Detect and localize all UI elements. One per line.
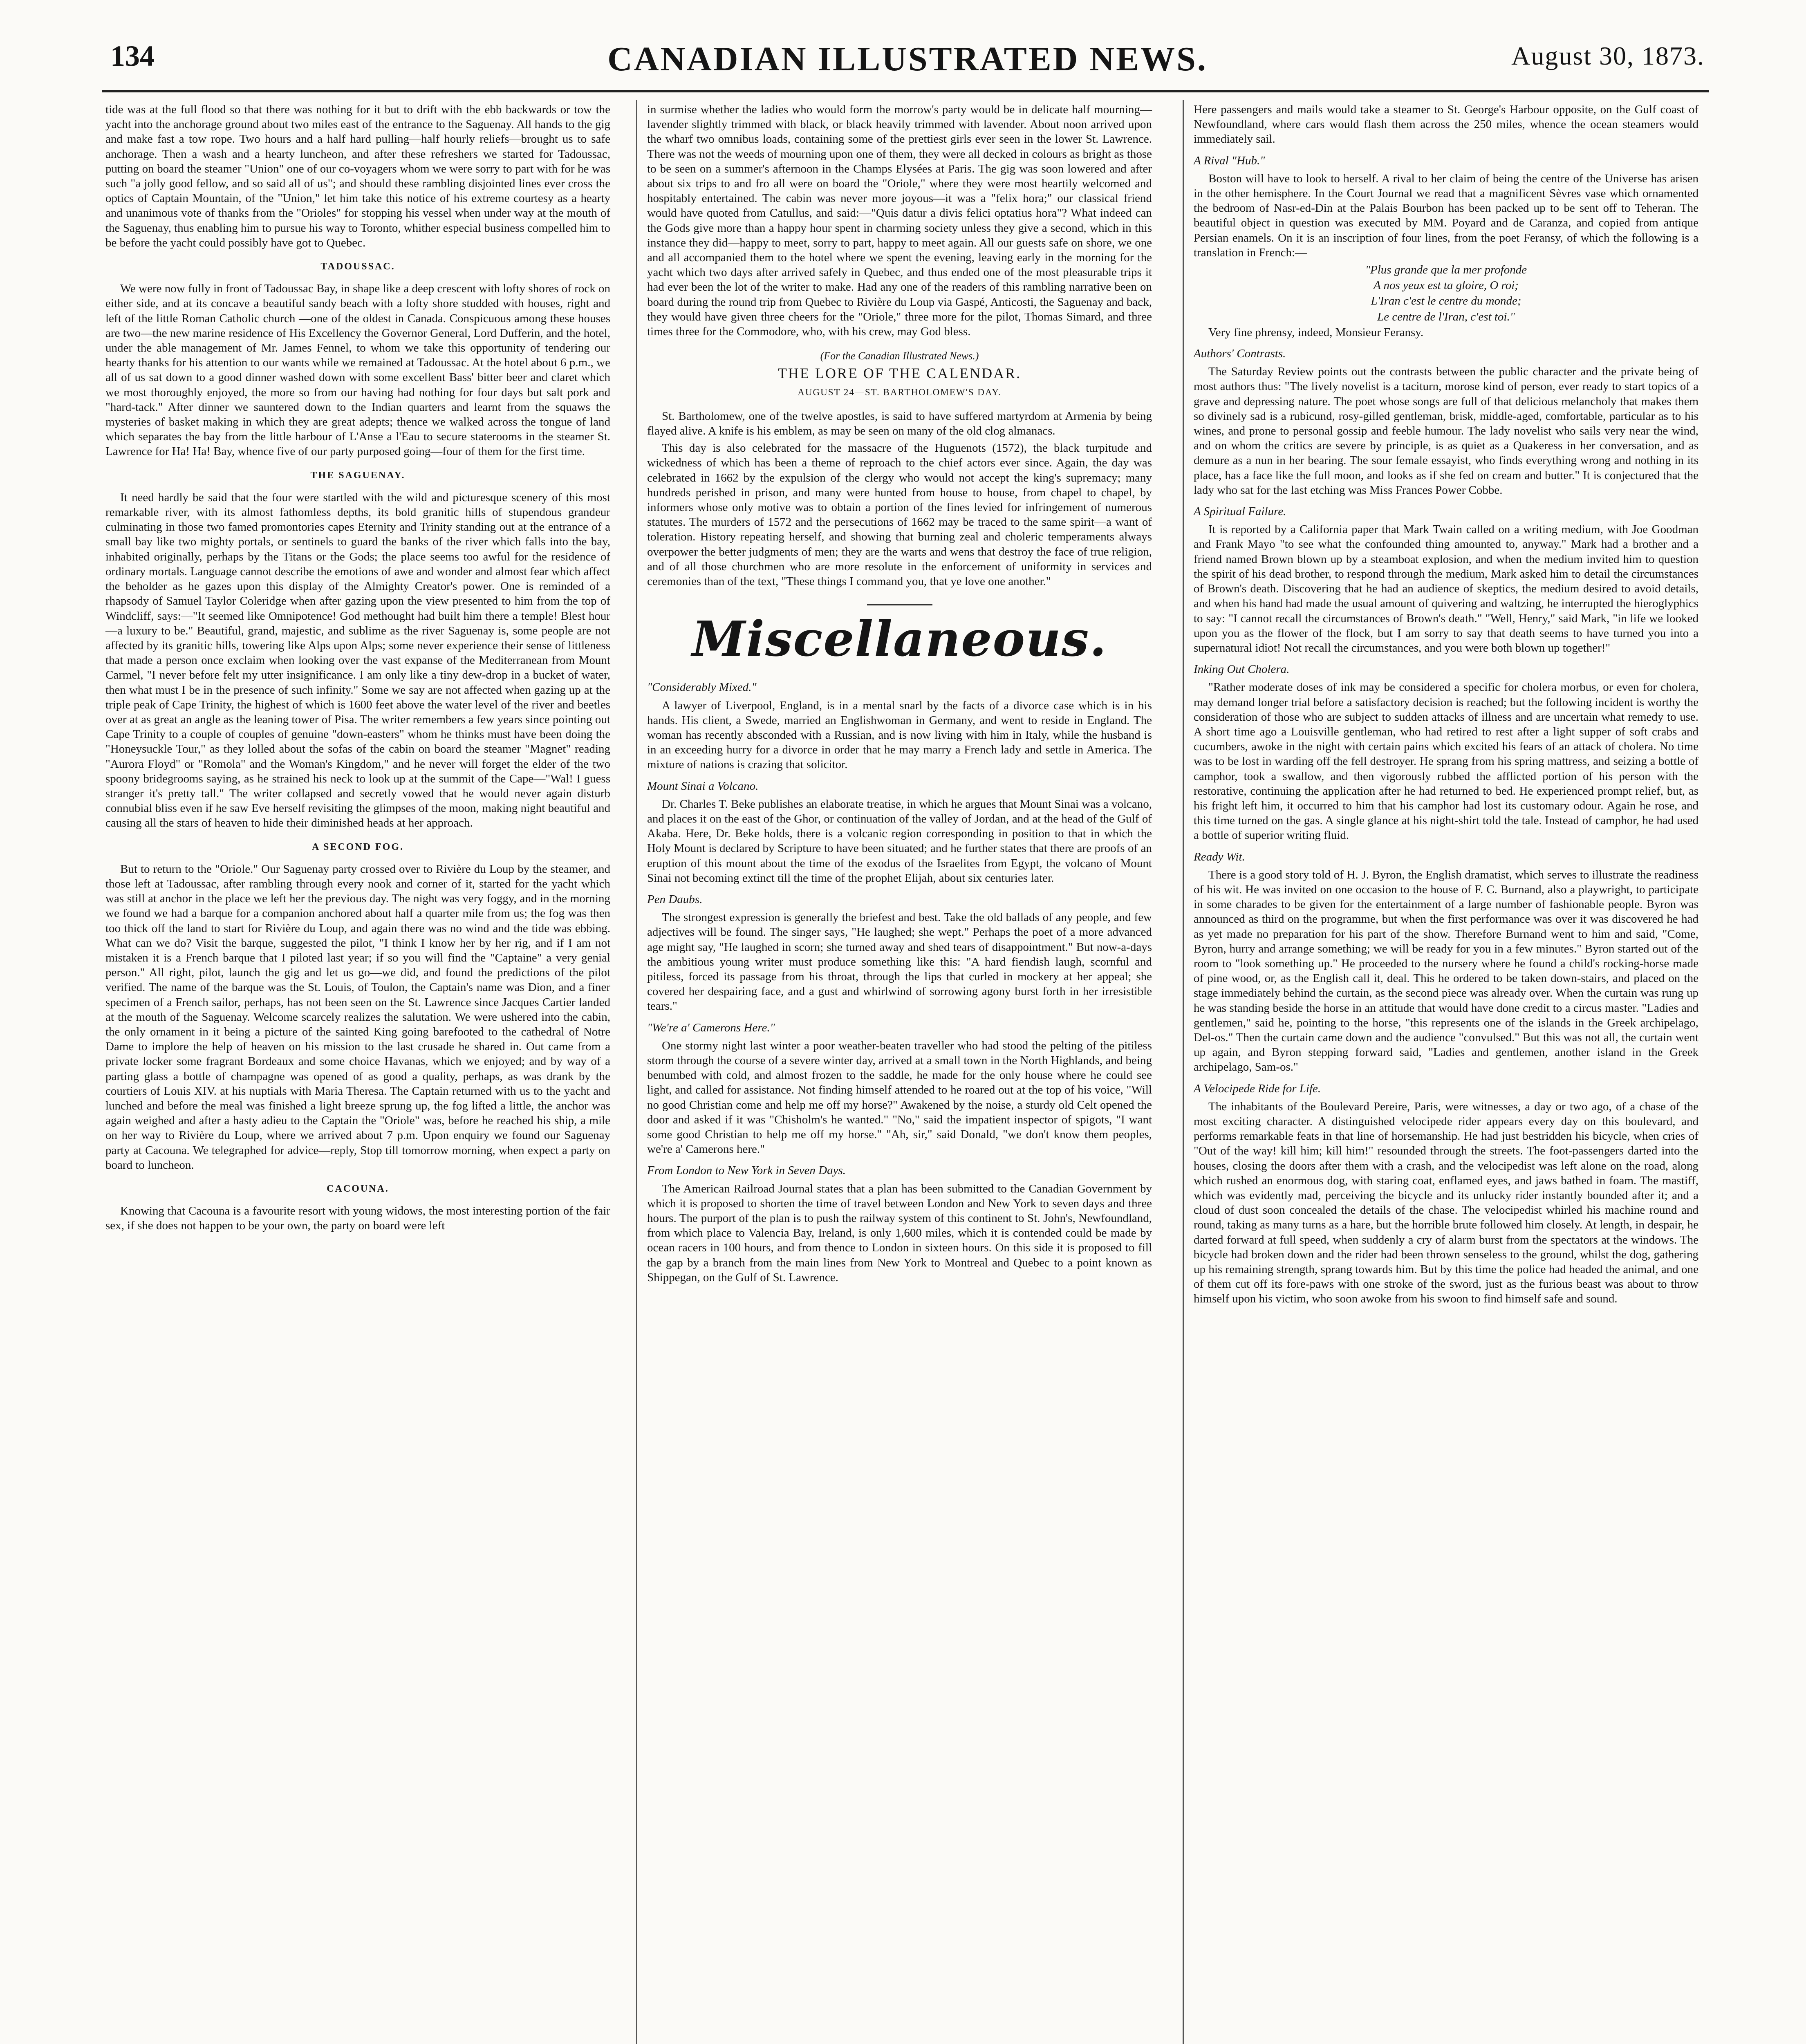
article-paragraph: tide was at the full flood so that there was nothing for it but to drift with the ebb backwards or tow the yacht into the anchorage ground about two miles east of the entrance to the Saguenay. All hands to the gig and make fast a tow rope. Two hours and a half hard pulling—half hourly reliefs—brought us to safe anchorage. Then a wash and a hearty luncheon, and after these refreshers we started for Tadoussac, putting on board the steamer "Union" one of our co-voyagers whom we were sorry to part with for he was such "a jolly good fellow, and so said all of us"; and should these rambling disjointed lines ever cross the optics of Captain Mountain, of the "Union," let him take this notice of his extreme courtesy as a hearty and unanimous vote of thanks from the "Orioles" for stopping his vessel when under way at the mouth of the Saguenay, thus enabling him to pursue his way to Toronto, whither especial business compelled him to be before the yacht could possibly have got to Quebec.: [105, 103, 610, 249]
article-paragraph: We were now fully in front of Tadoussac Bay, in shape like a deep crescent with lofty shores of rock on either side, and at its concave a beautiful sandy beach with a lofty shore studded with houses, right and left of the little Roman Catholic church —one of the oldest in Canada. Conspicuous among these houses are two—the new marine residence of His Excellency the Governor General, Lord Dufferin, and the hotel, under the able management of Mr. James Fennel, to whom we take this opportunity of tendering our hearty thanks for his attention to our wants while we remained at Tadoussac. At the hotel about 6 p.m., we all of us sat down to a good dinner washed down with some excellent Bass' bitter beer and claret which we most thoroughly enjoyed, the more so from our having had nothing for four days but salt pork and "hard-tack." After dinner we sauntered down to the Indian quarters and learnt from the squaws the mysteries of basket making in which they are great adepts; thence we walked across the tongue of land which separates the bay from the little harbour of L'Anse a l'Eau to secure staterooms in the steamer St. Lawrence for Ha! Ha! Bay, whence five of our party purposed going—four of them for the first time.: [105, 282, 610, 458]
page-number: 134: [110, 40, 155, 72]
article-paragraph: There is a good story told of H. J. Byron, the English dramatist, which serves to illustrate the readiness of his wit. He was invited on one occasion to the house of F. C. Burnand, also a playwright, to participate in some charades to be given for the entertainment of a large number of fashionable people. Byron was announced as third on the programme, but when the first performance was over it was discovered he had as yet made no preparation for his part of the show. Therefore Burnand went to him and said, "Come, Byron, hurry and arrange something; we will be ready for you in a few minutes." Byron started out of the room to "look something up." He proceeded to the nursery where he found a child's rocking-horse made of pine wood, or, as the English call it, deal. This he ordered to be taken down-stairs, and placed on the stage immediately behind the curtain, as the second piece was already over. When the curtain was rung up he was standing beside the horse in an attitude that would have done credit to a circus master. "Ladies and gentlemen," said he, pointing to the horse, "this represents one of the islands in the Greek archipelago, Del-os." Then the curtain came down and the audience "convulsed." But this was not all, the curtain went up again, and Byron stepping forward said, "Ladies and gentlemen, another island in the Greek archipelago, Sam-os.": [1194, 868, 1698, 1074]
article-title: THE LORE OF THE CALENDAR.: [778, 365, 1022, 382]
item-title: From London to New York in Seven Days.: [647, 1164, 846, 1177]
issue-date: August 30, 1873.: [1511, 41, 1705, 70]
article-paragraph: Dr. Charles T. Beke publishes an elaborate treatise, in which he argues that Mount Sinai was a volcano, and places it on the east of the Ghor, or continuation of the valley of Jordan, and at the head of the Gulf of Akaba. Here, Dr. Beke holds, there is a volcanic region corresponding in position to that in which the Holy Mount is declared by Scripture to have been situated; and he further states that there are proofs of an eruption of this mount about the time of the exodus of the Israelites from Egypt, the volcano of Mount Sinai not becoming extinct till the time of the prophet Elijah, about six centuries later.: [647, 797, 1152, 885]
column-divider: [636, 100, 637, 2044]
header-rule: [102, 90, 1709, 92]
item-title: Ready Wit.: [1194, 850, 1245, 863]
article-paragraph: The strongest expression is generally the briefest and best. Take the old ballads of any people, and few adjectives will be found. The singer says, "He laughed; she wept." Perhaps the poet of a more advanced age might say, "He laughed in scorn; she turned away and shed tears of disappointment." But now-a-days the ambitious young writer must produce something like this: "A hard fiendish laugh, scornful and pitiless, forced its passage from his throat, through the lips that curled in mockery at her appeal; she covered her despairing face, and a gust and whirlwind of sorrowing agony burst forth in her irresistible tears.": [647, 911, 1152, 1013]
article-paragraph: "Rather moderate doses of ink may be considered a specific for cholera morbus, or even for cholera, may demand longer trial before a satisfactory decision is reached; but the following incident is worthy the consideration of those who are subject to sudden attacks of illness and are uncertain what remedy to use. A short time ago a Louisville gentleman, who had retired to rest after a light supper of soft crabs and cucumbers, awoke in the night with certain pains which excited his fears of an attack of cholera. No time was to be lost in warding off the fell destroyer. He sprang from his spring mattress, and seizing a bottle of camphor, took a swallow, and then vigorously rubbed the afflicted portion of his person with the restorative, continuing the application after he had returned to bed. He experienced prompt relief, but, as his fright left him, it occurred to him that his camphor had lost its customary odour. Again he rose, and this time turned on the gas. A single glance at his night-shirt told the tale. Instead of camphor, he had used a bottle of superior writing fluid.: [1194, 681, 1698, 842]
section-heading: CACOUNA.: [327, 1183, 389, 1195]
page-header: [110, 39, 1705, 88]
item-title: "Considerably Mixed.": [647, 681, 757, 694]
masthead-title: CANADIAN ILLUSTRATED NEWS.: [607, 40, 1208, 78]
column-divider: [1183, 100, 1184, 2044]
article-paragraph: But to return to the "Oriole." Our Saguenay party crossed over to Rivière du Loup by the steamer, and those left at Tadoussac, after rambling through every nook and corner of it, started for the yacht which was still at anchor in the place we left her the previous day. The night was very foggy, and in the morning we found we had a barque for a companion anchored about half a quarter mile from us; the fog was then too thick off the land to start for Rivière du Loup, and again there was no wind and the tide was ebbing. What can we do? Visit the barque, suggested the pilot, "I think I know her by her rig, and if I am not mistaken it is a French barque that I piloted last year; if so you will find the "Captaine" a very genial person." All right, pilot, launch the gig and let us go—we did, and found the predictions of the pilot verified. The name of the barque was the St. Louis, of Toulon, the Captain's name was Dion, and a finer specimen of a French sailor, perhaps, has not been seen on the St. Lawrence since Jacques Cartier landed at the mouth of the Saguenay. Welcome scarcely realizes the salutation. We were ushered into the cabin, the only ornament in it being a picture of the sainted King going barefooted to the cathedral of Notre Dame to implore the help of heaven on his mission to the last crusade he shared in. Out came from a private locker some fragrant Bordeaux and some choice Havanas, which we enjoyed; and by way of a parting glass a bottle of champagne was opened of as good a quality, perhaps, as was drank by the courtiers of Louis XIV. at his nuptials with Maria Theresa. The Captain returned with us to the yacht and lunched and before the meal was finished a light breeze sprung up, the fog lifted a little, the anchor was again weighed and after a hasty adieu to the Captain the "Oriole" was, before he reached his ship, a mile on her way to Rivière du Loup, where we arrived about 7 p.m. Upon enquiry we found our Saguenay party at Cacouna. We telegraphed for advice—reply, Stop till tomorrow morning, when expect a party on board to luncheon.: [105, 862, 610, 1172]
section-heading: THE SAGUENAY.: [310, 470, 406, 481]
verse-line: "Plus grande que la mer profonde: [1365, 263, 1527, 277]
article-paragraph: It need hardly be said that the four were startled with the wild and picturesque scenery of this most remarkable river, with its almost fathomless depths, its bold granitic hills of stupendous grandeur culminating in those two famed promontories capes Eternity and Trinity standing out at the entrance of a small bay like two mighty portals, or sentinels to guard the banks of the river which falls into the bay, inhabited originally, perhaps by the Titans or the Gods; the place seems too awful for the residence of ordinary mortals. Language cannot describe the emotions of awe and wonder and almost fear which affect the beholder as he gazes upon this display of the Almighty Creator's power. One is reminded of a rhapsody of Samuel Taylor Coleridge when after gazing upon the view presented to him from the top of Windcliff, says:—"It seemed like Omnipotence! God methought had built him there a temple! Blest hour—a luxury to be." Beautiful, grand, majestic, and sublime as the river Saguenay is, some people are not affected by its granitic hills, towering like Alps upon Alps; some never experience their sense of littleness that made a person once exclaim when looking over the vast expanse of the Mediterranean from Mount Carmel, "I never before felt my utter insignificance. I am only like a tiny dew-drop in a bucket of water, then what must I be in the presence of such infinity." Some we say are not affected when gazing up at the triple peak of Cape Trinity, the highest of which is 1600 feet above the water level of the river and beetles over at as great an angle as the leaning tower of Pisa. The writer remembers a few years since pointing out Cape Trinity to a couple of couples of genuine "down-easters" whom he thinks must have been doing the "Honeysuckle Tour," as they lolled about the sofas of the cabin on board the steamer "Magnet" reading "Aurora Floyd" or "Romola" and the Woman's Kingdom," and he never will forget the elder of the two spoony bridegrooms saying, as he strained his neck to look up at the summit of the Cape—"Wal! I guess stranger it's pretty tall." The writer collapsed and secretly vowed that he would never again disturb connubial bliss even if he saw Eve herself revisiting the glimpses of the moon, making night beautiful and causing all the stars of heaven to hide their diminished heads at her approach.: [105, 491, 610, 830]
article-paragraph: One stormy night last winter a poor weather-beaten traveller who had stood the pelting of the pitiless storm through the course of a severe winter day, arrived at a small town in the North Highlands, and being benumbed with cold, and almost frozen to the saddle, he made for the only house where he could see light, and called for assistance. Not finding himself attended to he roared out at the top of his voice, "Will no good Christian come and help me off my horse?" Awakened by the noise, a sturdy old Celt opened the door and asked if it was "Chisholm's he wanted." "No," said the impatient inspector of spigots, "I want some good Christian to help me off my horse." "Ah, sir," said Donald, "we don't know them peoples, we're a' Camerons here.": [647, 1039, 1152, 1156]
item-title: Inking Out Cholera.: [1194, 663, 1290, 676]
article-paragraph: This day is also celebrated for the massacre of the Huguenots (1572), the black turpitude and wickedness of which has been a theme of reproach to the chief actors ever since. Again, the day was celebrated in 1662 by the expulsion of the clergy who would not accept the king's supremacy; many hundreds perished in prison, and many were hunted from house to house, from chapel to chapel, by informers whose only motive was to obtain a portion of the fines levied for infringement of numerous statutes. The murders of 1572 and the persecutions of 1662 may be traced to the same spirit—a want of toleration. History repeating herself, and showing that burning zeal and choleric temperaments always overpower the better judgments of men; they are the warts and wens that destroy the face of true religion, and of all those churchmen who are more resolute in the enforcement of uniformity in services and ceremonies than of the text, "These things I command you, that ye love one another.": [647, 442, 1152, 588]
article-subtitle: AUGUST 24—ST. BARTHOLOMEW'S DAY.: [798, 387, 1002, 397]
item-title: Pen Daubs.: [647, 892, 703, 906]
article-paragraph: Boston will have to look to herself. A rival to her claim of being the centre of the Universe has arisen in the other hemisphere. In the Court Journal we read that a magnificent Sèvres vase which ornamented the bedroom of Nasr-ed-Din at the Palais Bourbon has been packed up to be sent off to Teheran. The beautiful object in question was executed by MM. Poyard and de Caranza, and copied from antique Persian enamels. On it is an inscription of four lines, from the poet Feransy, of which the following is a translation in French:—: [1194, 172, 1698, 259]
verse-line: A nos yeux est ta gloire, O roi;: [1374, 279, 1519, 292]
article-paragraph: in surmise whether the ladies who would form the morrow's party would be in delicate half mourning—lavender slightly trimmed with black, or black heavily trimmed with lavender. About noon arrived upon the wharf two omnibus loads, containing some of the prettiest girls ever seen in the lower St. Lawrence. There was not the weeds of mourning upon one of them, they were all decked in colours as bright as those to be seen on a summer's afternoon in the Champs Elysées at Paris. The gig was soon lowered and after about six trips to and fro all were on board the "Oriole," where they were most heartily welcomed and hospitably entertained. The cabin was never more joyous—it was a "felix hora;" our classical friend would have quoted from Catullus, and said:—"Quis datur a divis felici optatius hora"? What indeed can the Gods give more than a happy hour spent in charming society unless they give a second, which in this instance they did—happy to meet, sorry to part, happy to meet again. All our guests safe on shore, we one and all accompanied them to the hotel where we spent the evening, leaving early in the morning for the yacht which two days after arrived safely in Quebec, and thus ended one of the most pleasurable trips it had ever been the lot of the writer to make. Had any one of the readers of this rambling narrative been on board during the round trip from Quebec to Rivière du Loup via Gaspé, Anticosti, the Saguenay and back, they would have given three cheers for the "Oriole," three more for the pilot, Thomas Simard, and three times three for the Commodore, who, with his crew, may God bless.: [647, 103, 1152, 338]
section-heading: TADOUSSAC.: [320, 261, 395, 272]
article-paragraph: The Saturday Review points out the contrasts between the public character and the private being of most authors thus: "The lively novelist is a taciturn, morose kind of person, ever ready to start topics of a grave and depressing nature. The poet whose songs are full of that delicious melancholy that makes them so divinely sad is a rubicund, rosy-gilled gentleman, brisk, middle-aged, comfortable, particular as to his wines, and prone to personal gossip and feeble humour. The lady novelist who sails very near the wind, and on whom the critics are severe by principle, is as quiet as a Quakeress in her conversation, and as demure as a nun in her bearing. The sour female essayist, who finds everything wrong and nothing in its place, has a face like the full moon, and looks as if she fed on cream and butter." It is conjectured that the lady who sat for the last etching was Miss Frances Power Cobbe.: [1194, 365, 1698, 497]
section-heading: A SECOND FOG.: [311, 841, 404, 852]
verse-line: Le centre de l'Iran, c'est toi.": [1377, 310, 1515, 323]
article-paragraph: It is reported by a California paper that Mark Twain called on a writing medium, with Joe Goodman and Frank Mayo "to see what the confounded thing amounted to, anyway." Mark had a brother and a friend named Brown blown up by a steamboat explosion, and when the medium invited him to question the spirit of his dead brother, to respond through the medium, Mark asked him to detail the circumstances of Brown's death. Discovering that he had an audience of skeptics, the medium desired to avoid details, and when his hand had made the usual amount of quivering and waltzing, he interrupted the hieroglyphics to say: "I cannot recall the circumstances of Brown's death." "Well, Henry," said Mark, "in life we looked upon you as the flower of the flock, but I am sorry to say that death seems to have turned you into a supernatural idiot! Not recall the circumstances, and you were both blown up together!": [1194, 523, 1698, 654]
miscellaneous-heading: Miscellaneous.: [692, 610, 1107, 668]
article-paragraph: Very fine phrensy, indeed, Monsieur Feransy.: [1208, 325, 1424, 339]
section-rule: [867, 604, 932, 605]
item-title: A Velocipede Ride for Life.: [1194, 1082, 1321, 1095]
item-title: A Spiritual Failure.: [1194, 505, 1286, 518]
column-2: [647, 102, 1152, 1287]
article-paragraph: The American Railroad Journal states that a plan has been submitted to the Canadian Government by which it is proposed to shorten the time of travel between London and New York to seven days and three hours. The purport of the plan is to push the railway system of this continent to St. John's, Newfoundland, from which place to Valencia Bay, Ireland, is only 1,600 miles, which it is contended could be made by ocean racers in 100 hours, and from thence to London in sixteen hours. On this side it is proposed to fill the gap by a branch from the main lines from New York to Montreal and Quebec to a point known as Shippegan, on the Gulf of St. Lawrence.: [647, 1182, 1152, 1284]
item-title: "We're a' Camerons Here.": [647, 1021, 775, 1034]
column-3: [1194, 102, 1698, 1309]
article-paragraph: Here passengers and mails would take a steamer to St. George's Harbour opposite, on the Gulf coast of Newfoundland, where cars would flash them across the 250 miles, whence the ocean steamers would immediately sail.: [1194, 103, 1698, 146]
article-paragraph: A lawyer of Liverpool, England, is in a mental snarl by the facts of a divorce case which is in his hands. His client, a Swede, married an Englishwoman in Germany, and went to reside in England. The woman has recently absconded with a Russian, and is now living with him in Italy, while the husband is in an exceeding hurry for a divorce in order that he may marry a French lady and settle in America. The mixture of nations is crazing that solicitor.: [647, 699, 1152, 771]
column-1: [105, 102, 610, 1236]
item-title: Authors' Contrasts.: [1194, 347, 1286, 361]
article-paragraph: Knowing that Cacouna is a favourite resort with young widows, the most interesting portion of the fair sex, if she does not happen to be your own, the party on board were left: [105, 1204, 610, 1233]
verse-line: L'Iran c'est le centre du monde;: [1371, 294, 1521, 308]
article-paragraph: St. Bartholomew, one of the twelve apostles, is said to have suffered martyrdom at Armenia by being flayed alive. A knife is his emblem, as may be seen on many of the old clog almanacs.: [647, 409, 1152, 438]
article-paragraph: The inhabitants of the Boulevard Pereire, Paris, were witnesses, a day or two ago, of a chase of the most exciting character. A distinguished velocipede rider appears every day on this boulevard, and performs remarkable feats in that line of horsemanship. He had just bestridden his bicycle, when cries of "Out of the way! kill him; kill him!" resounded through the streets. The foot-passengers darted into the houses, closing the doors after them with a crash, and the velocipedist was left alone on the road, along which rushed an enormous dog, with staring coat, enflamed eyes, and jaws bathed in foam. The mastiff, which was evidently mad, perceiving the bicycle and its unlucky rider instantly bounded after it; and a cloud of dust soon concealed the details of the chase. The velocipedist whirled his machine round and round, taking as many turns as a hare, but the horrible brute followed him closely. At length, in despair, he darted forward at full speed, when suddenly a cry of alarm burst from the spectators at the windows. The bicycle had broken down and the rider had been thrown senseless to the ground, whilst the dog, gathering up his remaining strength, sprang towards him. But by this time the police had headed the animal, and one of them cut off its fore-paws with one stroke of the sword, just as the furious beast was about to throw himself upon his victim, who soon awoke from his swoon to find himself safe and sound.: [1194, 1100, 1698, 1306]
item-title: A Rival "Hub.": [1194, 154, 1265, 167]
item-title: Mount Sinai a Volcano.: [647, 779, 759, 793]
attribution-note: (For the Canadian Illustrated News.): [820, 350, 979, 362]
